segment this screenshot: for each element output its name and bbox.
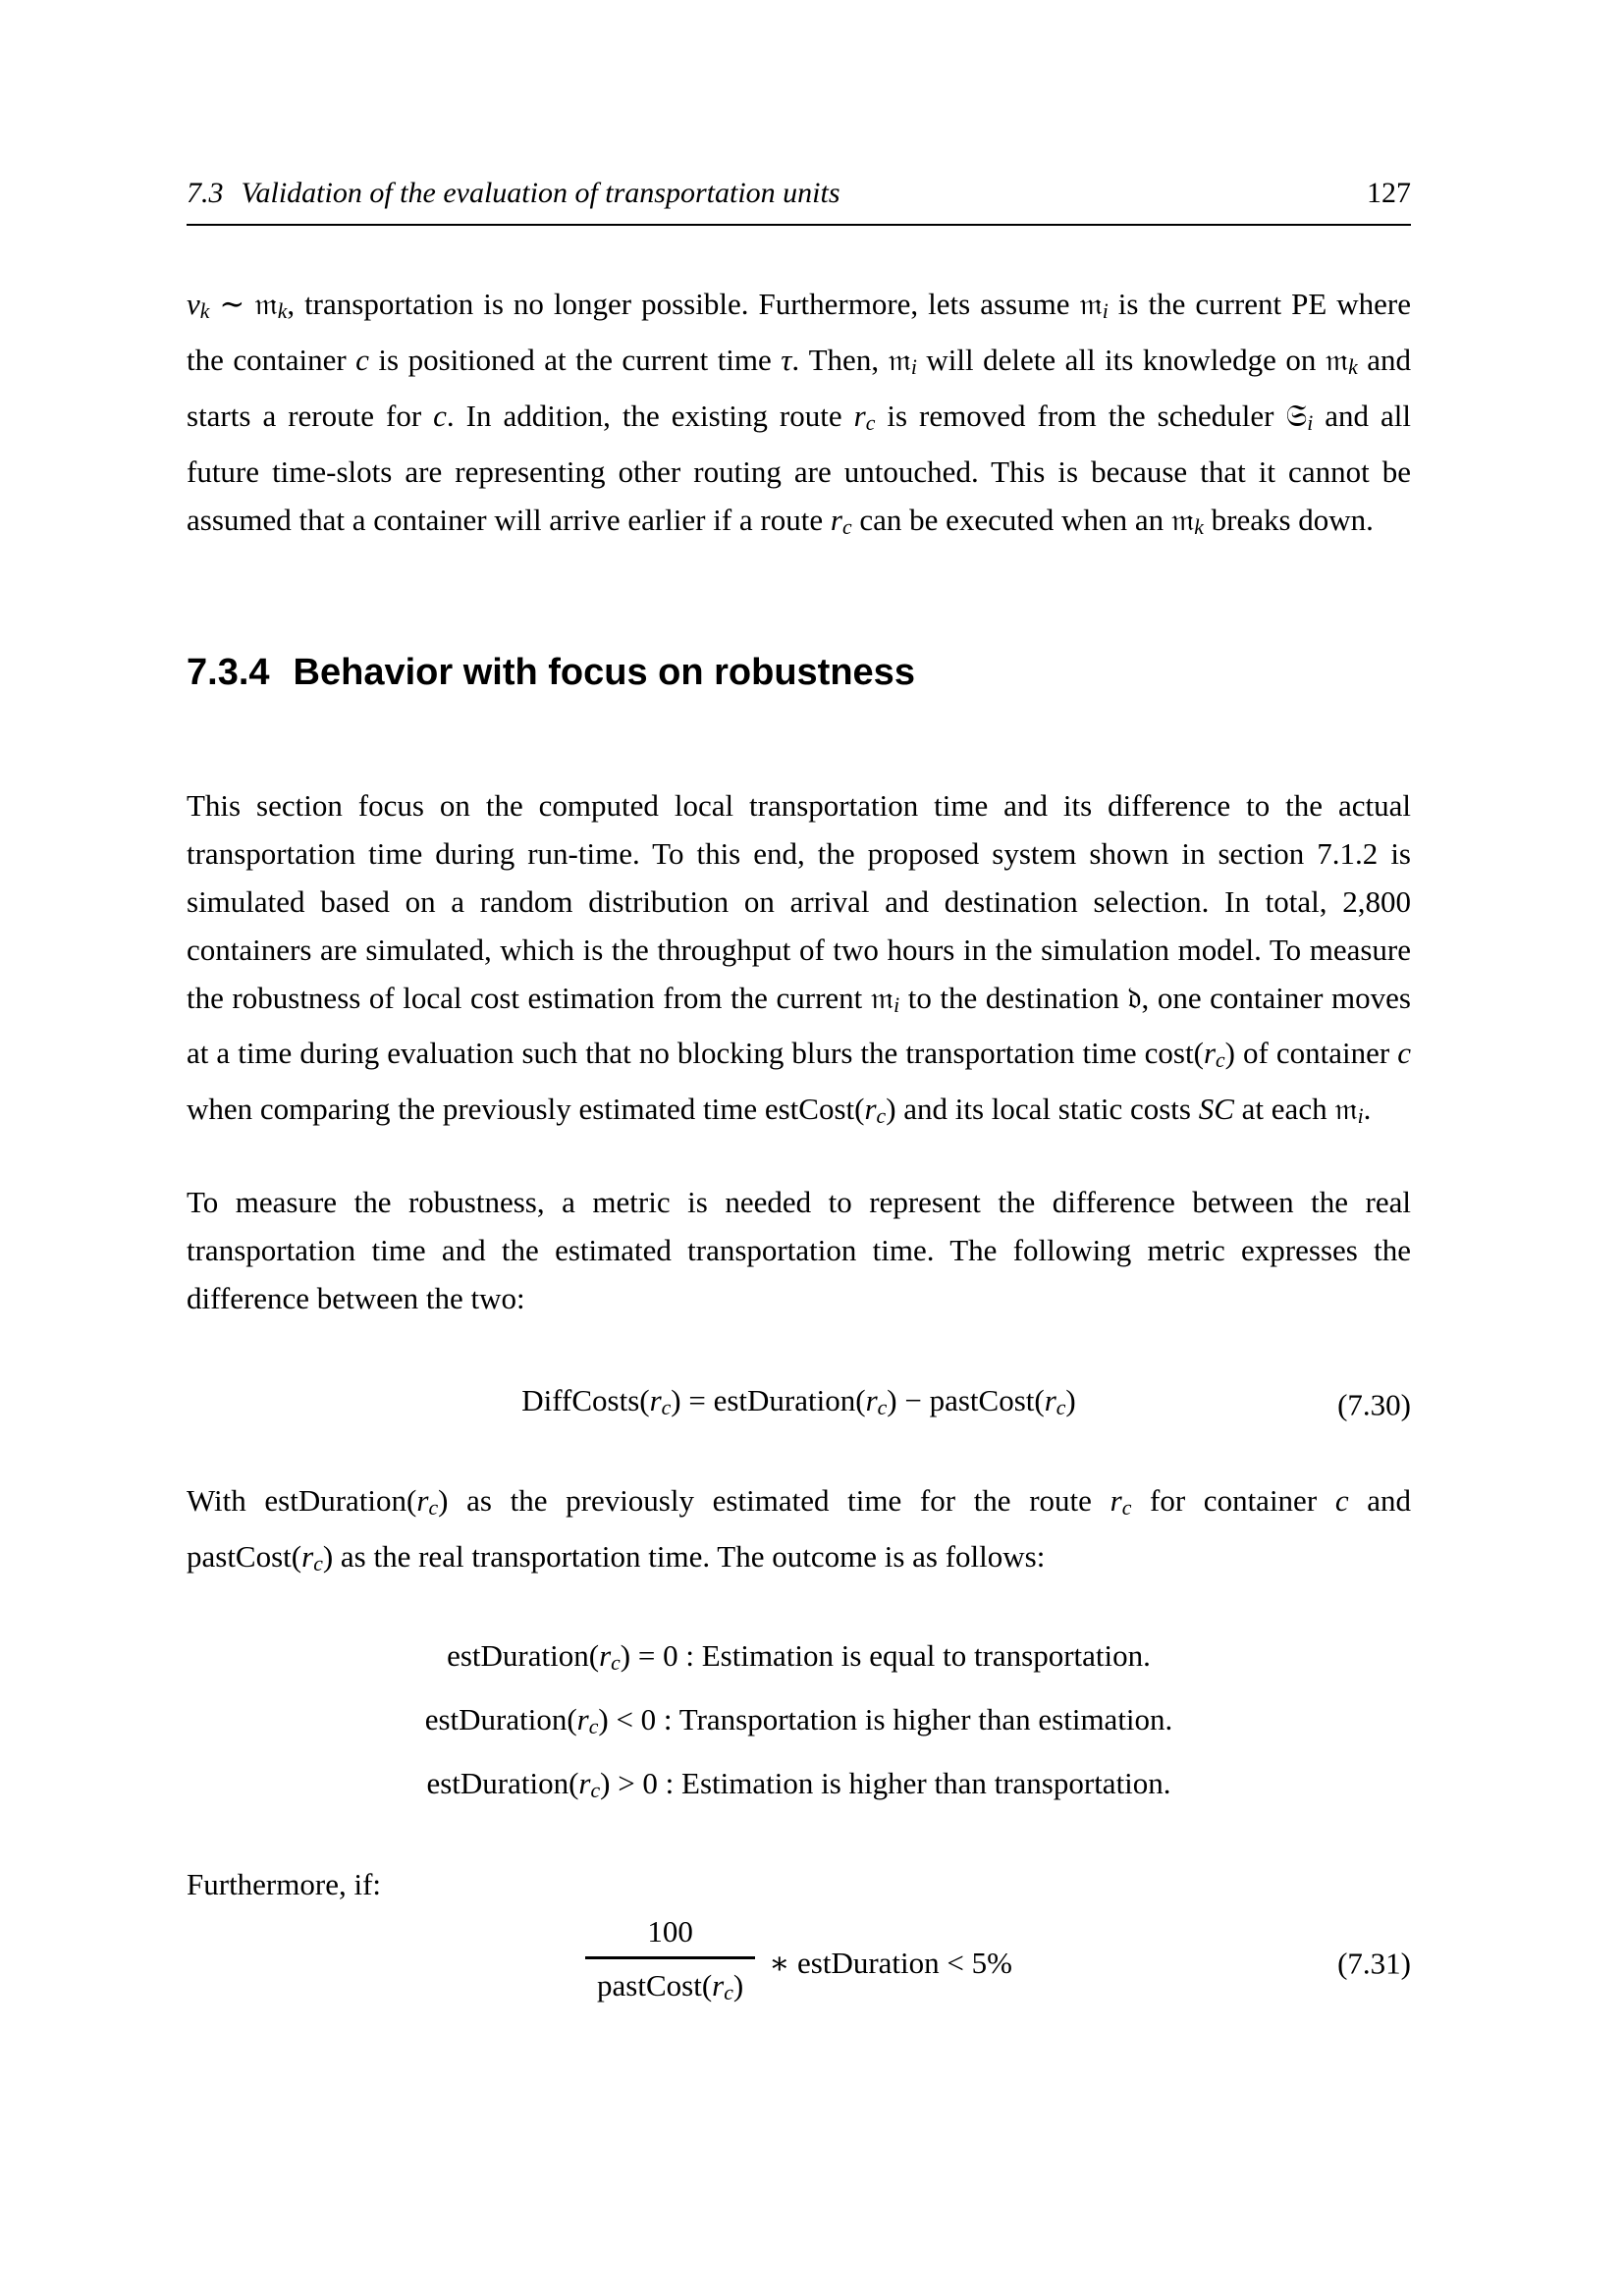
intro-paragraph: vk ∼ 𝔪k, transportation is no longer possible. Furthermore, lets assume 𝔪i is the current PE where the container c is positioned at the current time τ. Then, 𝔪i will delete all its knowledge on 𝔪k and starts a reroute for c. In addition, the existing route rc is removed from the scheduler 𝔖i and all future time-slots are representing other routing are untouched. This is because that it cannot be assumed that a container will arrive earlier if a route rc can be executed when an 𝔪k breaks down. — [187, 287, 1412, 539]
paragraph-metric-explanation: With estDuration(rc) as the previously estimated time for the route rc for container c and pastCost(rc) as the real transportation time. The outcome is as follows: — [187, 1483, 1412, 1575]
fraction-denominator: pastCost(rc) — [585, 1956, 755, 2012]
outcome-case-equal: estDuration(rc) = 0 : Estimation is equal to transportation. — [447, 1637, 1151, 1675]
equation-threshold — [187, 1914, 1411, 2012]
fraction — [585, 1914, 755, 2012]
header-section-number: 7.3 — [187, 177, 224, 209]
equation-number-7-30: (7.30) — [1337, 1387, 1411, 1422]
section-heading-title: Behavior with focus on robustness — [293, 651, 915, 693]
section-heading — [187, 650, 1411, 695]
section-heading-number: 7.3.4 — [187, 651, 270, 693]
running-header — [187, 177, 1411, 226]
header-section-name: Validation of the evaluation of transportation units — [241, 177, 840, 209]
paragraph-robustness-setup: This section focus on the computed local transportation time and its difference to the actual transportation time during run-time. To this end, the proposed system shown in section 7.1.2 is simulated based on a random distribution on arrival and destination selection. In total, 2,800 containers are simulated, which is the throughput of two hours in the simulation model. To measure the robustness of local cost estimation from the current 𝔪i to the destination 𝔡, one container moves at a time during evaluation such that no blocking blurs the transportation time cost(rc) of container c when comparing the previously estimated time estCost(rc) and its local static costs SC at each 𝔪i. — [187, 787, 1411, 1129]
equation-diffcosts — [187, 1376, 1411, 1432]
equation-number-7-31: (7.31) — [1337, 1946, 1411, 1981]
outcome-case-less: estDuration(rc) < 0 : Transportation is higher than estimation. — [424, 1701, 1173, 1738]
fraction-numerator: 100 — [647, 1913, 693, 1949]
outcome-cases — [187, 1628, 1411, 1819]
outcome-case-greater: estDuration(rc) > 0 : Estimation is higher than transportation. — [426, 1765, 1171, 1802]
equation-diffcosts-body: DiffCosts(rc) = estDuration(rc) − pastCost(rc) — [521, 1383, 1076, 1420]
paragraph-metric-intro: To measure the robustness, a metric is needed to represent the difference between the real transportation time and the estimated transportation time. The following metric expresses the difference between the two: — [187, 1185, 1411, 1316]
header-page-number: 127 — [1367, 177, 1411, 209]
equation-threshold-rhs: ∗ estDuration < 5% — [769, 1946, 1012, 1981]
paragraph-furthermore: Furthermore, if: — [187, 1866, 382, 1901]
header-section-title — [187, 177, 840, 210]
